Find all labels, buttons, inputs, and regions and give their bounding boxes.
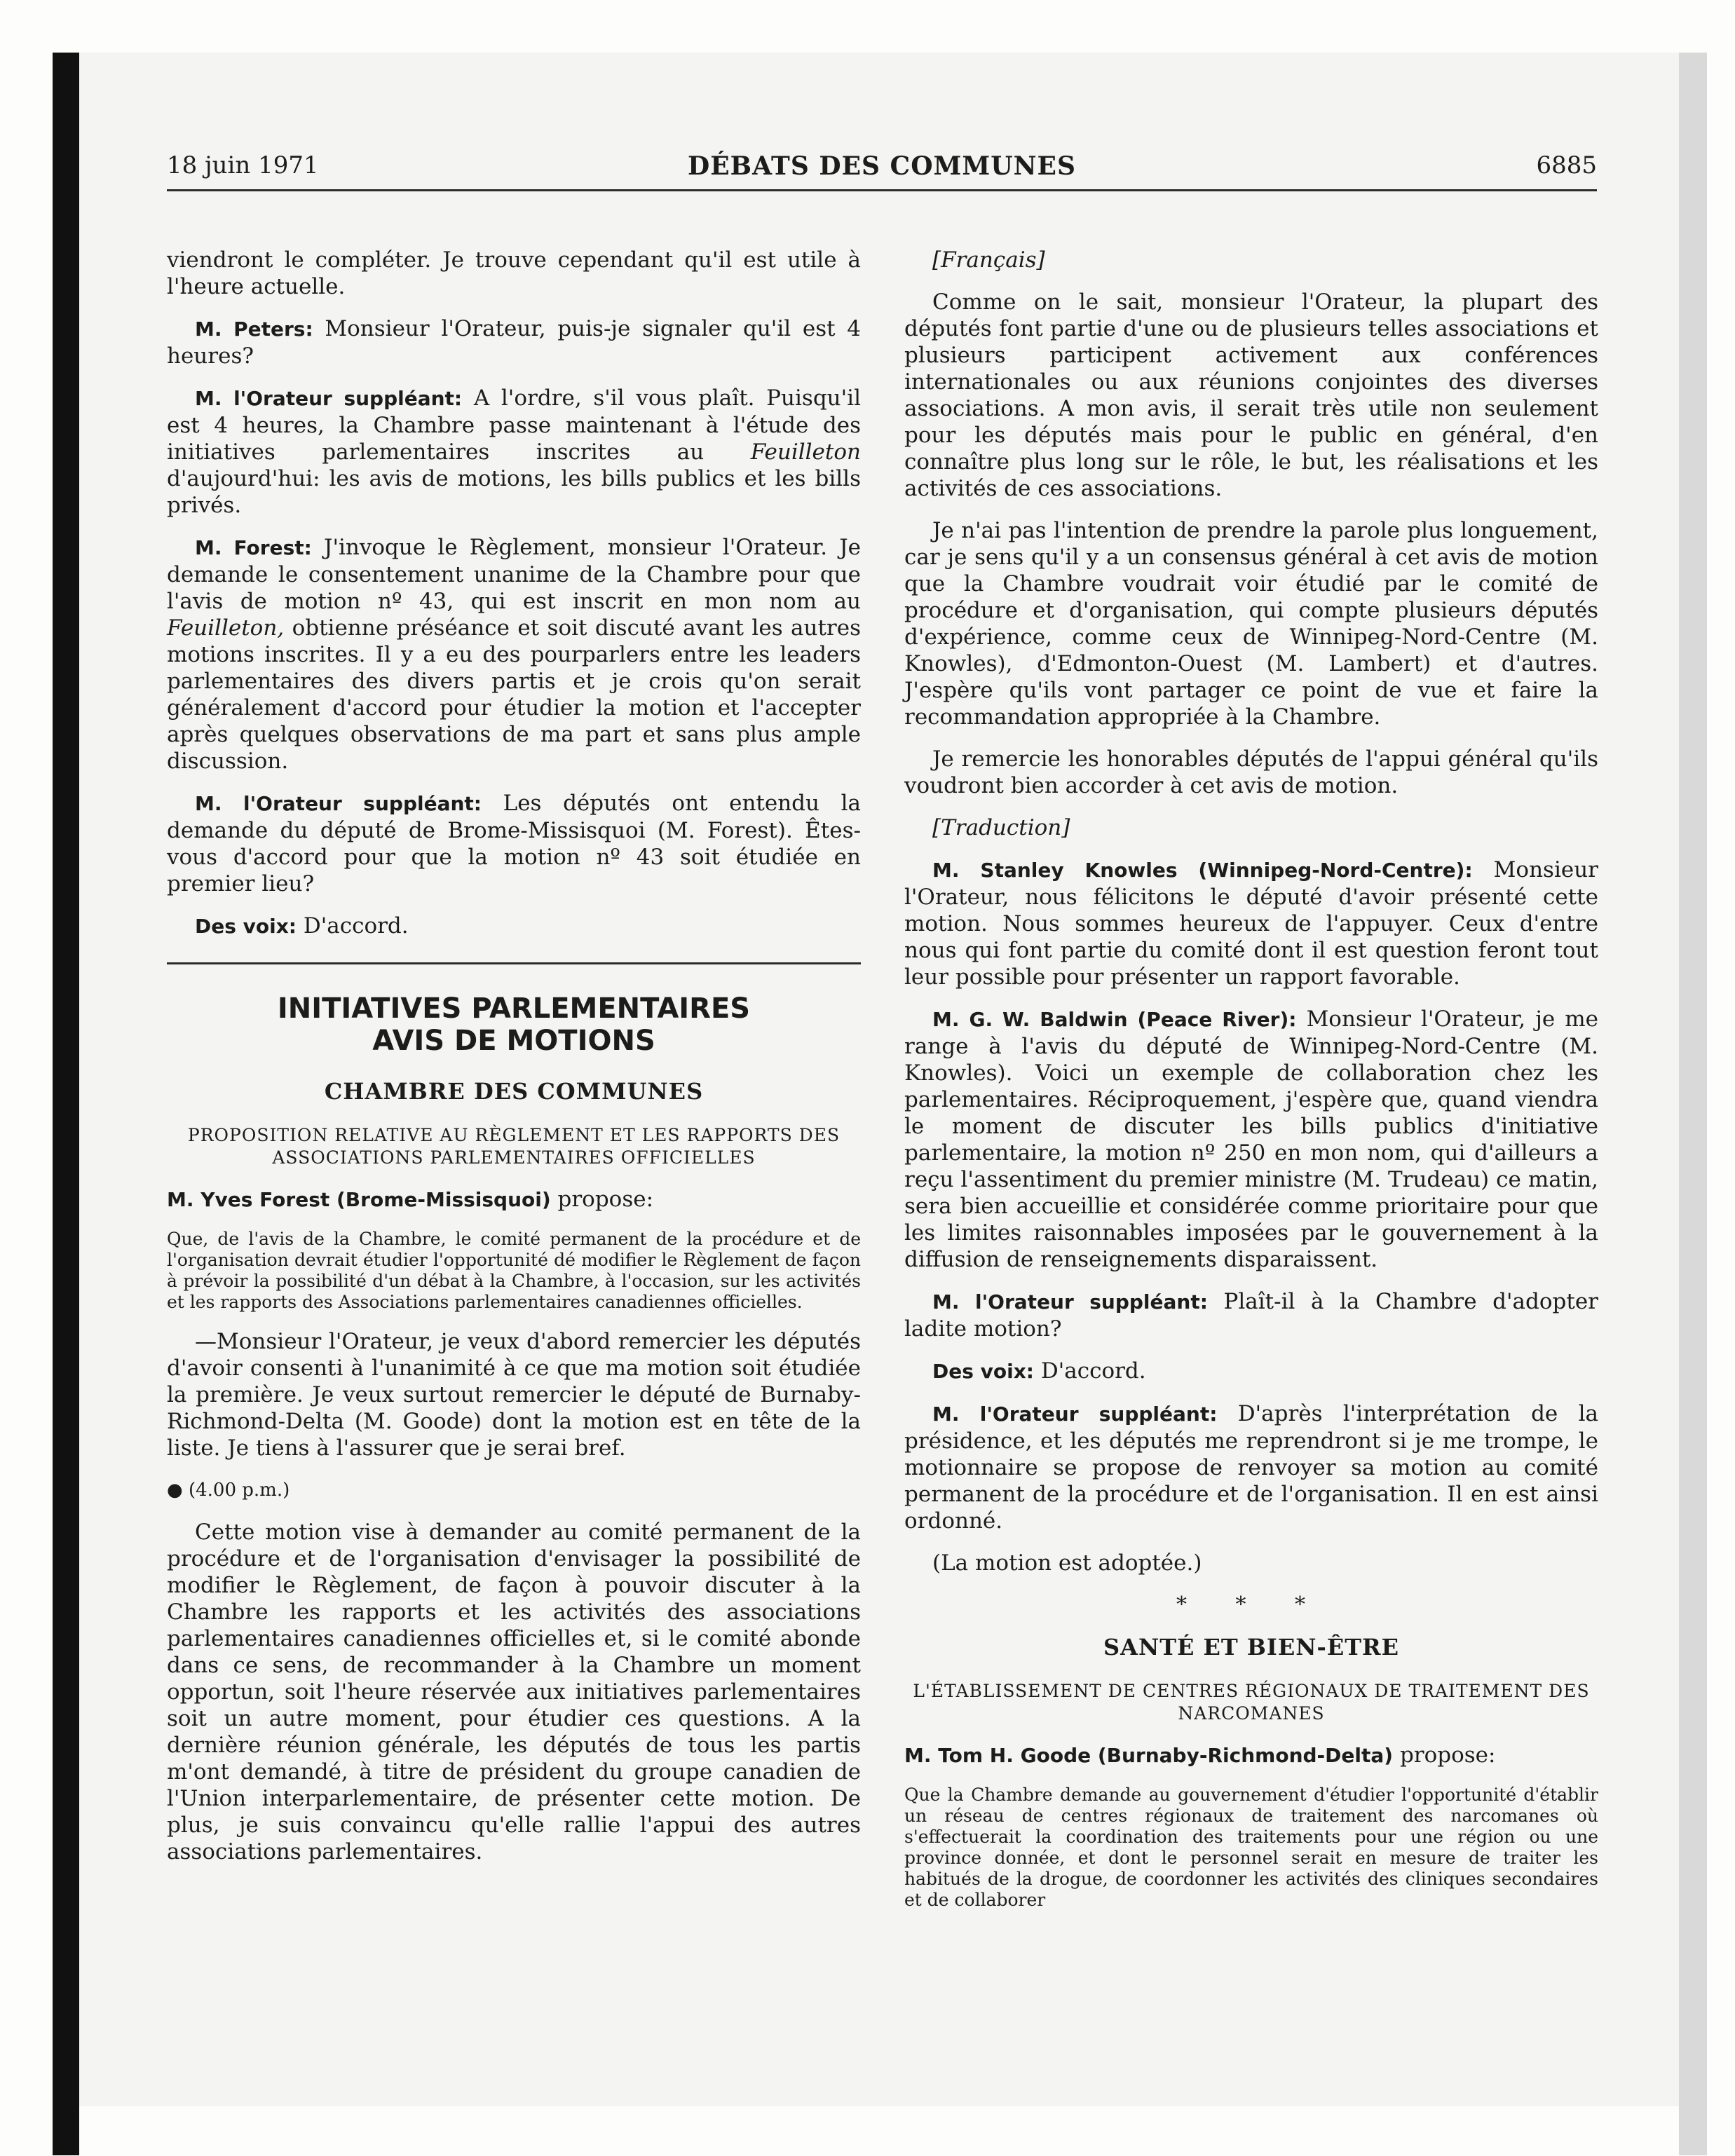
paragraph: M. l'Orateur suppléant: D'après l'interprétation de la présidence, et les députés me reprendront si je me trompe, le motionnaire se propose de renvoyer sa motion au comité permanent de la procédure et de l'organisation. Il en est ainsi ordonné. bbox=[904, 1401, 1598, 1534]
section-heading: INITIATIVES PARLEMENTAIRES AVIS DE MOTIONS bbox=[277, 992, 751, 1057]
paragraph: M. Forest: J'invoque le Règlement, monsieur l'Orateur. Je demande le consentement unanime de la Chambre pour que l'avis de motion nº 43, qui est inscrit en mon nom au Feuilleton, obtienne préséance et soit discuté avant les autres motions inscrites. Il y a eu des pourparlers entre les leaders parlementaires des divers partis et je crois qu'on serait généralement d'accord pour étudier la motion et l'accepter après quelques observations de ma part et sans plus ample discussion. bbox=[167, 535, 861, 774]
header-page-number: 6885 bbox=[1536, 151, 1597, 179]
speaker-name: Des voix: bbox=[932, 1360, 1034, 1383]
speaker-name: M. Forest: bbox=[195, 536, 312, 559]
paragraph: M. l'Orateur suppléant: A l'ordre, s'il vous plaît. Puisqu'il est 4 heures, la Chambre passe maintenant à l'étude des initiatives parlementaires inscrites au Feuilleton d'aujourd'hui: les avis de motions, les bills publics et les bills privés. bbox=[167, 386, 861, 518]
paragraph: Cette motion vise à demander au comité permanent de la procédure et de l'organisation d'envisager la possibilité de modifier le Règlement, de façon à pouvoir discuter à la Chambre les rapports et les activités des associations parlementaires canadiennes officielles et, si le comité abonde dans ce sens, de recommander à la Chambre un moment opportun, soit l'heure réservée aux initiatives parlementaires soit un autre moment, pour étudier ces questions. A la dernière réunion générale, les députés de tous les partis m'ont demandé, à titre de président du groupe canadien de l'Union interparlementaire, de présenter cette motion. De plus, je suis convaincu qu'elle rallie l'appui des autres associations parlementaires. bbox=[167, 1520, 861, 1864]
topic-heading: PROPOSITION RELATIVE AU RÈGLEMENT ET LES RAPPORTS DES ASSOCIATIONS PARLEMENTAIRES OFFICIELLES bbox=[187, 1125, 841, 1168]
section-divider bbox=[167, 962, 861, 964]
paragraph: M. G. W. Baldwin (Peace River): Monsieur l'Orateur, je me range à l'avis du député de Winnipeg-Nord-Centre (M. Knowles). Voici un exemple de collaboration chez les parlementaires. Réciproquement, j'espère que, quand viendra le moment de discuter les bills publics d'initiative parlementaire, la motion nº 250 en mon nom, qui d'ailleurs a reçu l'assentiment du premier ministre (M. Trudeau) ce matin, sera bien accueillie et considérée comme prioritaire pour que les limites raisonnables imposées par le gouvernement à la diffusion de renseignements disparaissent. bbox=[904, 1007, 1598, 1272]
paragraph: Des voix: D'accord. bbox=[932, 1358, 1146, 1384]
speaker-name: M. Yves Forest (Brome-Missisquoi) bbox=[167, 1188, 551, 1211]
language-marker: [Français] bbox=[932, 247, 1045, 273]
paragraph: M. Stanley Knowles (Winnipeg-Nord-Centre): Monsieur l'Orateur, nous félicitons le député d'avoir présenté cette motion. Nous sommes heureux de l'appuyer. Ceux d'entre nous qui font partie du comité dont il est question feront tout leur possible pour présenter un rapport favorable. bbox=[904, 857, 1598, 990]
right-column bbox=[904, 247, 1598, 1926]
paragraph: M. Peters: Monsieur l'Orateur, puis-je signaler qu'il est 4 heures? bbox=[167, 316, 862, 369]
speaker-name: M. Peters: bbox=[195, 318, 313, 341]
paragraph: M. l'Orateur suppléant: Les députés ont entendu la demande du député de Brome-Missisquoi (M. Forest). Êtes-vous d'accord pour que la motion nº 43 soit étudiée en premier lieu? bbox=[167, 791, 862, 896]
motion-text: Que la Chambre demande au gouvernement d'étudier l'opportunité d'établir un réseau de centres régionaux de traitement des narcomanes où s'effectuerait la coordination des traitements pour une région ou une province donnée, et dont le personnel serait en mesure de traiter les habitués de la drogue, de coordonner les activités des cliniques secondaires et de collaborer bbox=[904, 1785, 1598, 1910]
header-date: 18 juin 1971 bbox=[167, 151, 319, 179]
subsection-heading: CHAMBRE DES COMMUNES bbox=[324, 1078, 704, 1105]
paragraph: M. Tom H. Goode (Burnaby-Richmond-Delta) propose: bbox=[904, 1742, 1496, 1768]
paragraph: Je remercie les honorables députés de l'appui général qu'ils voudront bien accorder à cet avis de motion. bbox=[904, 746, 1598, 798]
language-marker: [Traduction] bbox=[932, 815, 1070, 840]
paragraph: M. l'Orateur suppléant: Plaît-il à la Chambre d'adopter ladite motion? bbox=[904, 1289, 1598, 1342]
scan-edge-right bbox=[1679, 53, 1707, 2155]
paragraph: Comme on le sait, monsieur l'Orateur, la plupart des députés font partie d'une ou de plusieurs telles associations et plusieurs participent activement aux conférences internationales ou aux réunions conjointes des diverses associations. A mon avis, il serait très utile non seulement pour les députés mais pour le public en général, d'en connaître plus long sur le rôle, le but, les réalisations et les activités de ces associations. bbox=[904, 289, 1598, 501]
motion-text: Que, de l'avis de la Chambre, le comité permanent de la procédure et de l'organisation devrait étudier l'opportunité dé modifier le Règlement de façon à prévoir la possibilité d'un débat à la Chambre, à l'occasion, sur les activités et les rapports des Associations parlementaires canadiennes officielles. bbox=[167, 1229, 861, 1312]
left-column bbox=[167, 247, 861, 1881]
page-header bbox=[167, 147, 1597, 191]
speaker-name: M. l'Orateur suppléant: bbox=[195, 792, 482, 815]
speaker-name: M. Tom H. Goode (Burnaby-Richmond-Delta) bbox=[904, 1744, 1394, 1767]
speaker-name: M. Stanley Knowles (Winnipeg-Nord-Centre): bbox=[932, 859, 1473, 882]
speaker-name: M. l'Orateur suppléant: bbox=[932, 1290, 1208, 1314]
subsection-heading: SANTÉ ET BIEN-ÊTRE bbox=[1103, 1634, 1399, 1660]
speaker-name: M. G. W. Baldwin (Peace River): bbox=[932, 1008, 1297, 1031]
time-marker: ● (4.00 p.m.) bbox=[167, 1480, 290, 1501]
paragraph: (La motion est adoptée.) bbox=[932, 1550, 1202, 1576]
section-separator: * * * bbox=[1176, 1592, 1327, 1617]
paragraph: Je n'ai pas l'intention de prendre la parole plus longuement, car je sens qu'il y a un consensus général à cet avis de motion que la Chambre voudrait voir étudié par le comité de procédure et d'organisation, qui compte plusieurs députés d'expérience, comme ceux de Winnipeg-Nord-Centre (M. Knowles), d'Edmonton-Ouest (M. Lambert) et d'autres. J'espère qu'ils vont partager ce point de vue et faire la recommandation appropriée à la Chambre. bbox=[904, 518, 1598, 730]
paragraph: Des voix: D'accord. bbox=[195, 913, 409, 939]
speaker-name: Des voix: bbox=[195, 915, 297, 938]
speaker-name: M. l'Orateur suppléant: bbox=[932, 1403, 1218, 1426]
paragraph: M. Yves Forest (Brome-Missisquoi) propose: bbox=[167, 1187, 654, 1212]
paragraph: —Monsieur l'Orateur, je veux d'abord remercier les députés d'avoir consenti à l'unanimité à ce que ma motion soit étudiée la première. Je veux surtout remercier le député de Burnaby-Richmond-Delta (M. Goode) dont la motion est en tête de la liste. Je tiens à l'assurer que je serai bref. bbox=[167, 1329, 861, 1461]
paragraph: viendront le compléter. Je trouve cependant qu'il est utile à l'heure actuelle. bbox=[167, 247, 861, 299]
scan-edge-left bbox=[53, 53, 79, 2155]
topic-heading: L'ÉTABLISSEMENT DE CENTRES RÉGIONAUX DE TRAITEMENT DES NARCOMANES bbox=[913, 1681, 1590, 1724]
speaker-name: M. l'Orateur suppléant: bbox=[195, 387, 463, 410]
header-title: DÉBATS DES COMMUNES bbox=[687, 151, 1076, 181]
